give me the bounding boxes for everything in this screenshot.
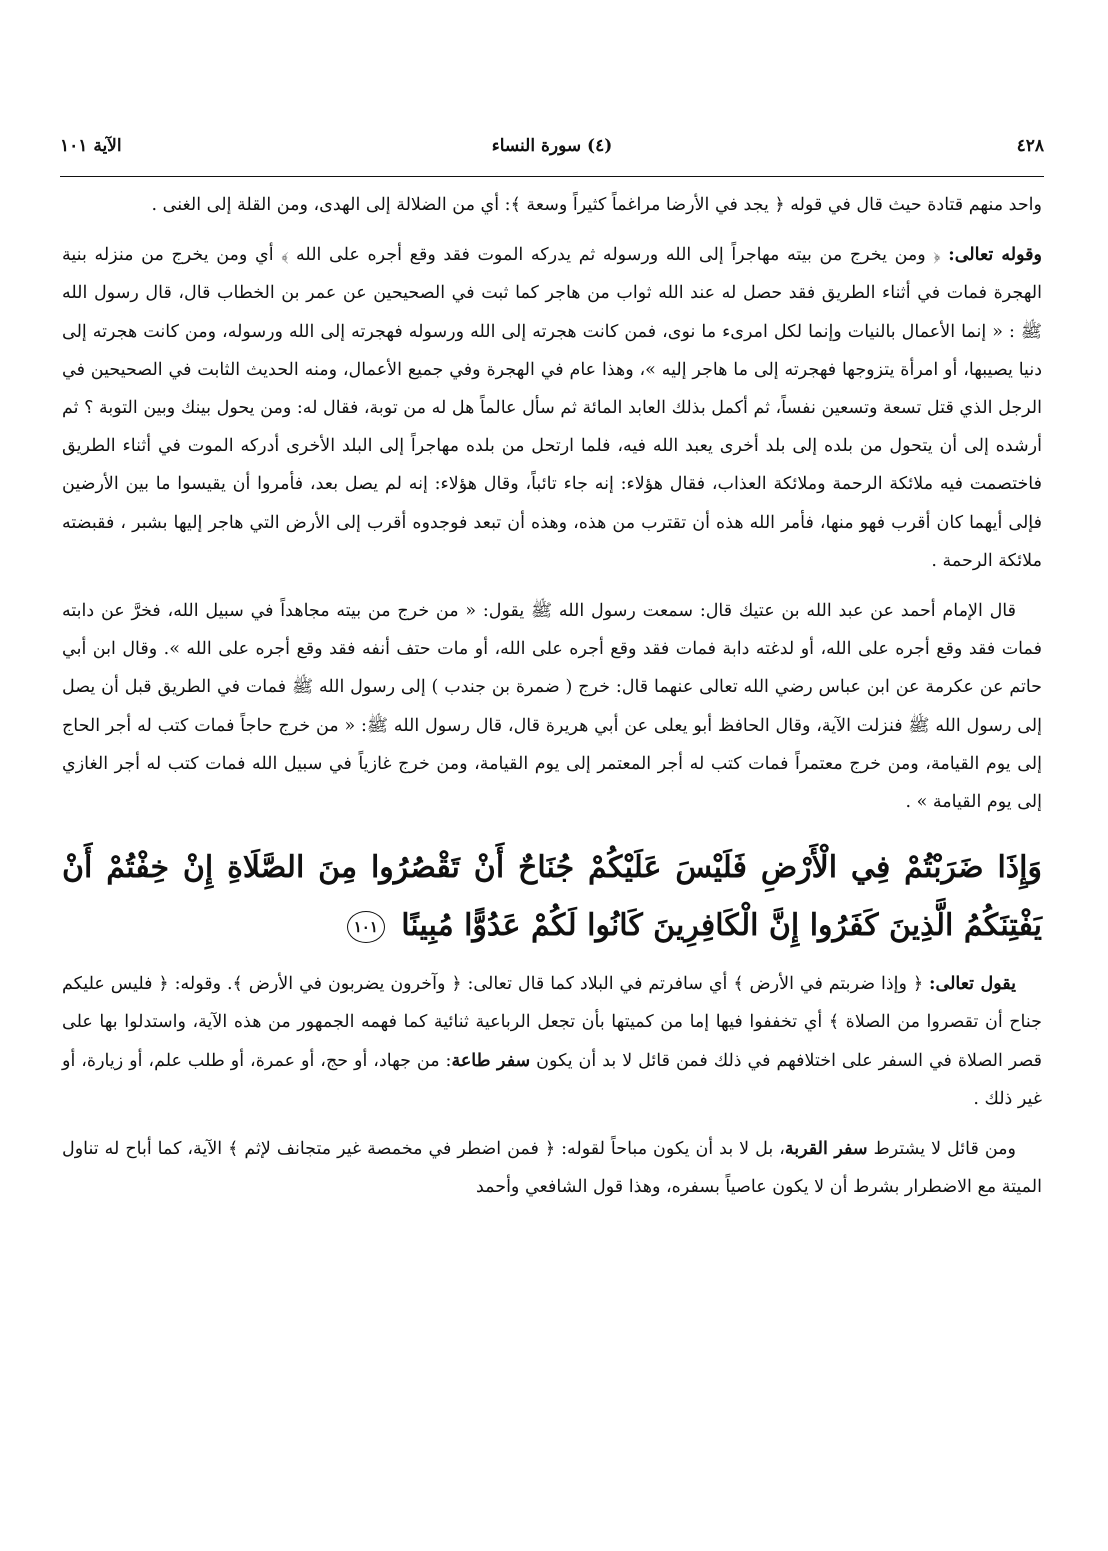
paragraph-lead: يقول تعالى:: [929, 974, 1016, 995]
surah-title: (٤) سورة النساء: [491, 136, 613, 156]
running-header: [60, 128, 1044, 164]
paragraph-lead: وقوله تعالى:: [948, 245, 1042, 266]
quran-verse: [62, 839, 1042, 955]
page-number: ٤٢٨: [1016, 136, 1044, 156]
header-divider: [60, 176, 1044, 177]
verse-number-marker: ١٠١: [347, 911, 385, 943]
paragraph-text: ، بل لا بد أن يكون مباحاً لقوله: ﴿ فمن اضطر في مخمصة غير متجانف لإثم ﴾ الآية، كما أباح له تناول الميتة مع الاضطرار بشرط أن لا يكون عاصياً بسفره، وهذا قول الشافعي وأحمد: [62, 1139, 1042, 1198]
paragraph-hadith: قال الإمام أحمد عن عبد الله بن عتيك قال: سمعت رسول الله ﷺ يقول: « من خرج من بيته مجاهداً في سبيل الله، فخرَّ عن دابته فمات فقد وقع أجره على الله، أو لدغته دابة فمات فقد وقع أجره على الله، أو مات حتف أنفه فقد وقع أجره على الله ». وقال ابن أبي حاتم عن عكرمة عن ابن عباس رضي الله تعالى عنهما قال: خرج ( ضمرة بن جندب ) إلى رسول الله ﷺ فمات في الطريق قبل أن يصل إلى رسول الله ﷺ فنزلت الآية، وقال الحافظ أبو يعلى عن أبي هريرة قال، قال رسول الله ﷺ: « من خرج حاجاً فمات كتب له أجر الحاج إلى يوم القيامة، ومن خرج معتمراً فمات كتب له أجر المعتمر إلى يوم القيامة، ومن خرج غازياً في سبيل الله فمات كتب له أجر الغازي إلى يوم القيامة » .: [62, 601, 1042, 813]
keyword: سفر القربة: [784, 1139, 868, 1160]
paragraph-text: ومن قائل لا يشترط: [867, 1139, 1016, 1160]
verse-text: وَإِذَا ضَرَبْتُمْ فِي الْأَرْضِ فَلَيْسَ عَلَيْكُمْ جُنَاحٌ أَنْ تَقْصُرُوا مِنَ الصَّلَاةِ إِنْ خِفْتُمْ أَنْ يَفْتِنَكُمُ الَّذِينَ كَفَرُوا إِنَّ الْكَافِرِينَ كَانُوا لَكُمْ عَدُوًّا مُبِينًا: [62, 850, 1042, 944]
paragraph-opinion: [62, 1130, 1042, 1206]
paragraph-continuation: واحد منهم قتادة حيث قال في قوله ﴿ يجد في الأرضا مراغماً كثيراً وسعة ﴾: أي من الضلالة إلى الهدى، ومن القلة إلى الغنى .: [151, 195, 1042, 215]
paragraph-text: ﴿ ومن يخرج من بيته مهاجراً إلى الله ورسوله ثم يدركه الموت فقد وقع أجره على الله ﴾ أي ومن يخرج من منزله بنية الهجرة فمات في أثناء الطريق فقد حصل له عند الله ثواب من هاجر كما ثبت في الصحيحين عن عمر بن الخطاب قال، قال رسول الله ﷺ : « إنما الأعمال بالنيات وإنما لكل امرىء ما نوى، فمن كانت هجرته إلى الله ورسوله فهجرته إلى الله ورسوله، ومن كانت هجرته إلى دنيا يصيبها، أو امرأة يتزوجها فهجرته إلى ما هاجر إليه »، وهذا عام في الهجرة وفي جميع الأعمال، ومنه الحديث الثابت في الصحيحين في الرجل الذي قتل تسعة وتسعين نفساً، ثم أكمل بذلك العابد المائة ثم سأل عالماً هل له من توبة، فقال له: ومن يحول بينك وبين التوبة ؟ ثم أرشده إلى أن يتحول من بلده إلى بلد أخرى يعبد الله فيه، فلما ارتحل من بلده مهاجراً إلى البلد الأخرى أدركه الموت في أثناء الطريق فاختصمت فيه ملائكة الرحمة وملائكة العذاب، فقال هؤلاء: إنه جاء تائباً، وقال هؤلاء: إنه لم يصل بعد، فأمروا أن يقيسوا ما بين الأرضين فإلى أيهما كان أقرب فهو منها، فأمر الله هذه أن تقترب من هذه، وهذه أن تبعد فوجدوه أقرب إلى الأرض التي هاجر إليها بشبر ، فقبضته ملائكة الرحمة .: [62, 245, 1042, 571]
page-body: [62, 186, 1042, 1218]
paragraph-text: ﴿ وإذا ضربتم في الأرض ﴾ أي سافرتم في البلاد كما قال تعالى: ﴿ وآخرون يضربون في الأرض ﴾. وقوله: ﴿ فليس عليكم جناح أن تقصروا من الصلاة ﴾ أي تخففوا فيها إما من كميتها بأن تجعل الرباعية ثنائية كما فهمه الجمهور من هذه الآية، واستدلوا بها على قصر الصلاة في السفر على اختلافهم في ذلك فمن قائل لا بد أن يكون: [62, 974, 1042, 1071]
paragraph-text: : من جهاد، أو حج، أو عمرة، أو طلب علم، أو زيارة، أو غير ذلك .: [62, 1050, 1042, 1109]
ayah-label: الآية ١٠١: [60, 136, 122, 156]
keyword: سفر طاعة: [451, 1050, 531, 1071]
paragraph-tafsir: [62, 965, 1042, 1118]
paragraph-commentary-1: [62, 236, 1042, 580]
